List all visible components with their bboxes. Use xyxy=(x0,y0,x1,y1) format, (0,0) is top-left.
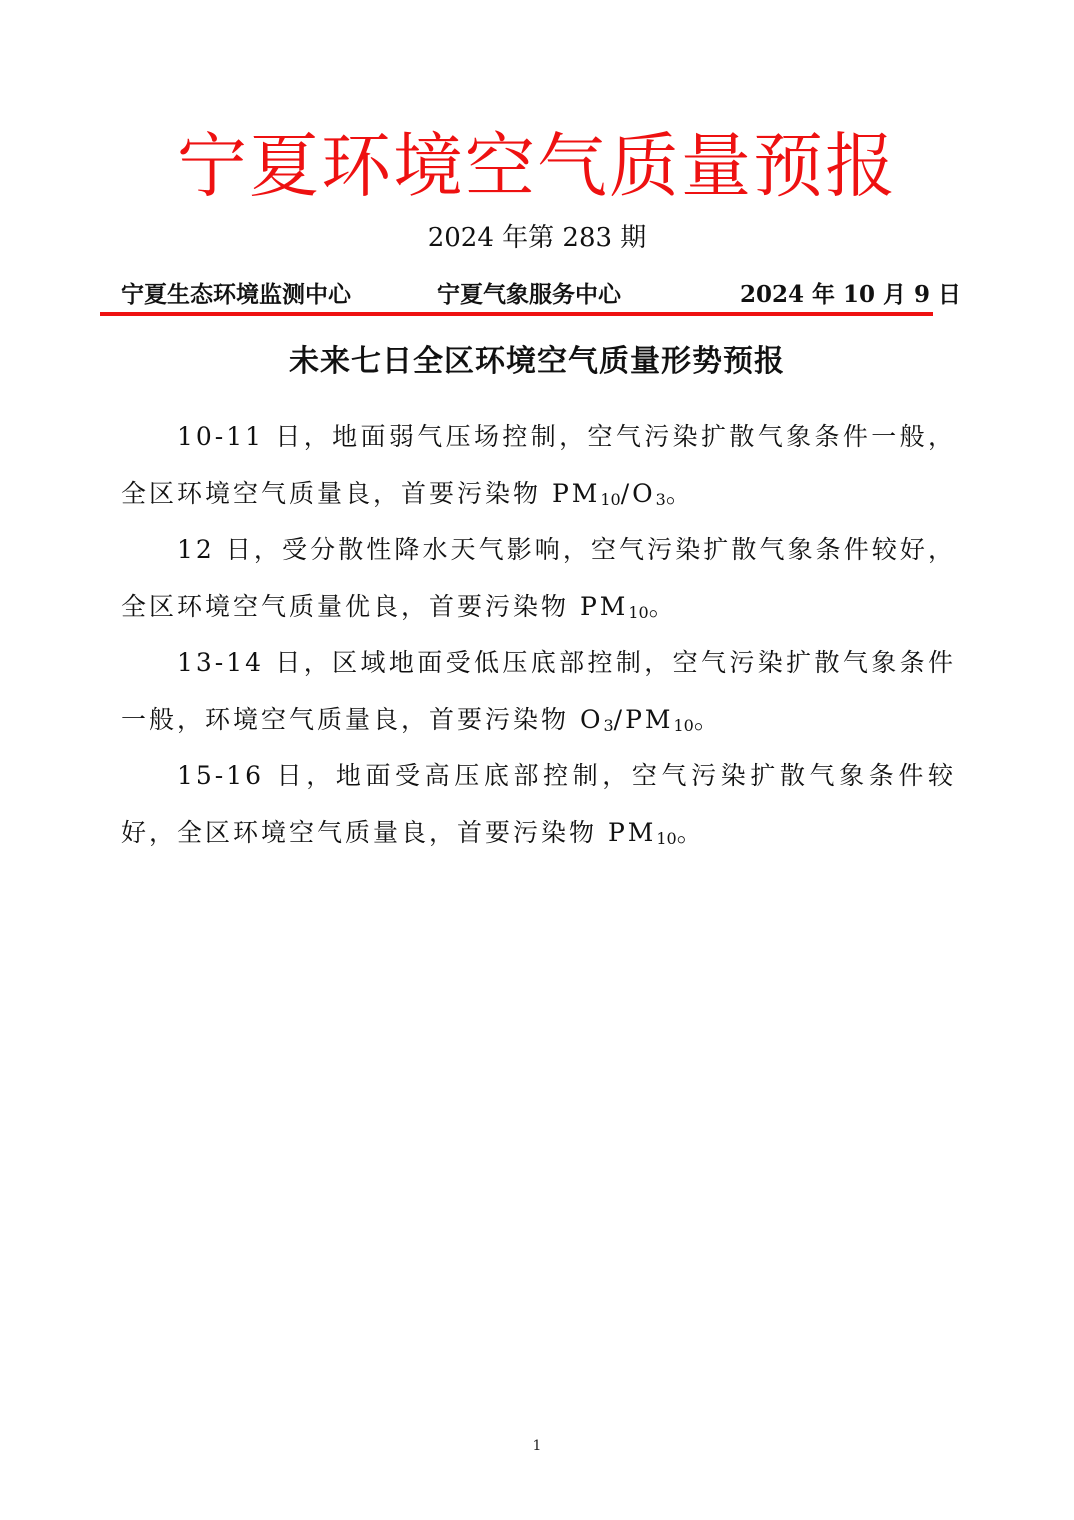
forecast-text: 13-14 日，区域地面受低压底部控制，空气污染扩散气象条件一般，环境空气质量良，首要污染物 xyxy=(121,648,956,734)
issue-number: 2024 年第 283 期 xyxy=(427,223,647,253)
forecast-paragraph-4: 15-16 日，地面受高压底部控制，空气污染扩散气象条件较好，全区环境空气质量良，首要污染物 PM10。 xyxy=(121,761,956,848)
forecast-text: 15-16 日，地面受高压底部控制，空气污染扩散气象条件较好，全区环境空气质量良，首要污染物 xyxy=(121,761,956,847)
pollutant-formula: PM10/O3 xyxy=(551,479,666,509)
page-number: 1 xyxy=(532,1438,542,1454)
forecast-paragraph-1: 10-11 日，地面弱气压场控制，空气污染扩散气象条件一般，全区环境空气质量良，首要污染物 PM10/O3。 xyxy=(121,422,956,509)
forecast-text: 10-11 日，地面弱气压场控制，空气污染扩散气象条件一般，全区环境空气质量良，首要污染物 xyxy=(121,422,956,508)
forecast-text: 12 日，受分散性降水天气影响，空气污染扩散气象条件较好，全区环境空气质量优良，首要污染物 xyxy=(121,535,956,621)
issuer-ecology-center: 宁夏生态环境监测中心 xyxy=(121,281,351,308)
red-divider-rule xyxy=(100,312,933,316)
pollutant-formula: PM10 xyxy=(579,592,649,622)
pollutant-formula: PM10 xyxy=(607,818,677,848)
issuer-meteorology-center: 宁夏气象服务中心 xyxy=(437,281,621,308)
issue-date: 2024 年 10 月 9 日 xyxy=(740,281,962,308)
masthead-title: 宁夏环境空气质量预报 xyxy=(177,125,897,207)
forecast-paragraph-3: 13-14 日，区域地面受低压底部控制，空气污染扩散气象条件一般，环境空气质量良，首要污染物 O3/PM10。 xyxy=(121,648,956,735)
pollutant-formula: O3/PM10 xyxy=(579,705,694,735)
section-heading: 未来七日全区环境空气质量形势预报 xyxy=(289,344,785,379)
forecast-paragraph-2: 12 日，受分散性降水天气影响，空气污染扩散气象条件较好，全区环境空气质量优良，首要污染物 PM10。 xyxy=(121,535,956,622)
